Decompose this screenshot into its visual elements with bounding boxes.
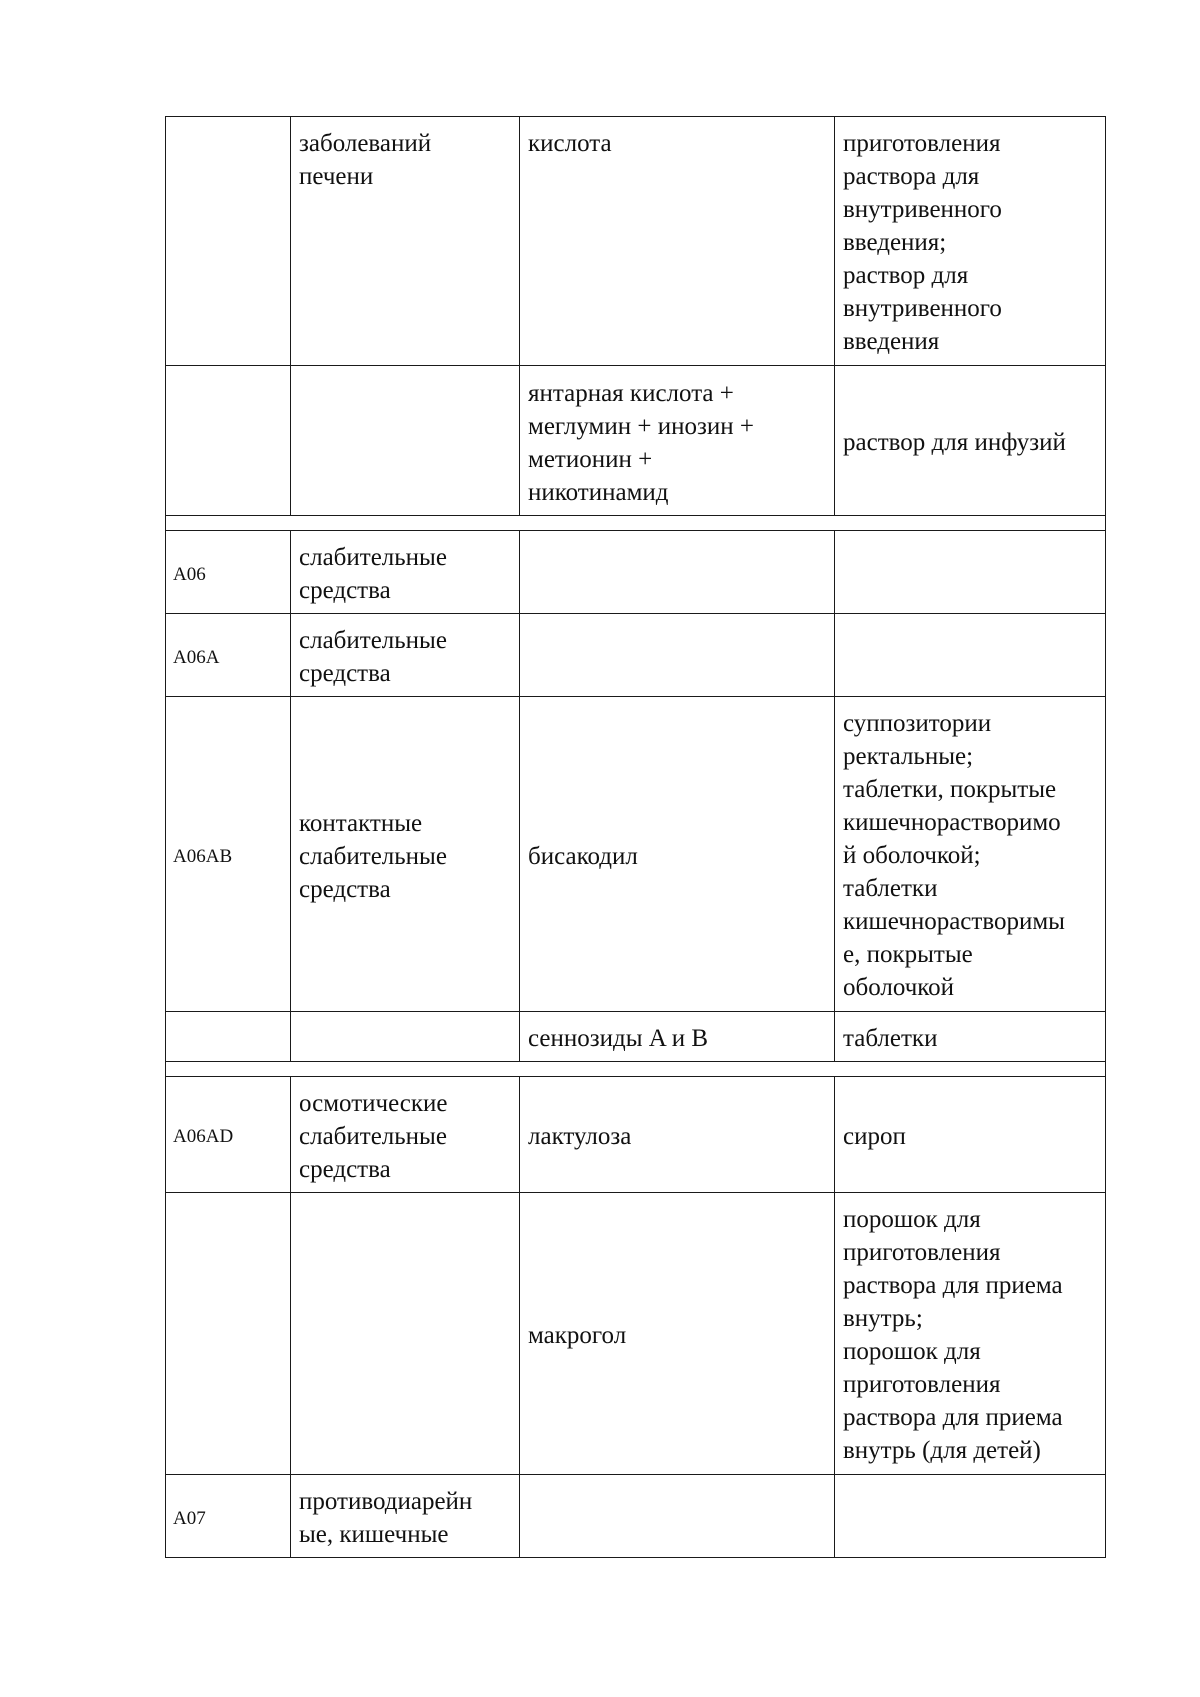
- atc-code-cell: A06A: [166, 614, 291, 697]
- group-name-cell: противодиарейн ые, кишечные: [291, 1475, 520, 1558]
- table-row: [166, 614, 1106, 697]
- group-name-cell: [291, 1193, 520, 1475]
- atc-code-cell: A06AB: [166, 697, 291, 1012]
- group-name-cell: [291, 1012, 520, 1062]
- drug-name-cell: сеннозиды A и B: [520, 1012, 835, 1062]
- table-row: [166, 531, 1106, 614]
- table-row: [166, 366, 1106, 516]
- dosage-form-cell: порошок для приготовления раствора для приема внутрь; порошок для приготовления раствора для приема внутрь (для детей): [835, 1193, 1106, 1475]
- section-separator: [166, 1062, 1106, 1077]
- atc-code-cell: A06: [166, 531, 291, 614]
- drug-name-cell: [520, 1475, 835, 1558]
- dosage-form-cell: приготовления раствора для внутривенного введения; раствор для внутривенного введения: [835, 117, 1106, 366]
- drug-name-cell: [520, 531, 835, 614]
- section-separator: [166, 516, 1106, 531]
- drug-name-cell: [520, 614, 835, 697]
- group-name-cell: заболеваний печени: [291, 117, 520, 366]
- table-row: [166, 1193, 1106, 1475]
- dosage-form-cell: [835, 1475, 1106, 1558]
- dosage-form-cell: сироп: [835, 1077, 1106, 1193]
- atc-code-cell: [166, 1012, 291, 1062]
- atc-code-cell: [166, 1193, 291, 1475]
- atc-code-cell: [166, 366, 291, 516]
- table-row: [166, 697, 1106, 1012]
- dosage-form-cell: раствор для инфузий: [835, 366, 1106, 516]
- group-name-cell: осмотические слабительные средства: [291, 1077, 520, 1193]
- group-name-cell: контактные слабительные средства: [291, 697, 520, 1012]
- group-name-cell: слабительные средства: [291, 531, 520, 614]
- dosage-form-cell: таблетки: [835, 1012, 1106, 1062]
- drug-name-cell: кислота: [520, 117, 835, 366]
- drug-name-cell: макрогол: [520, 1193, 835, 1475]
- table-row: [166, 1012, 1106, 1062]
- atc-code-cell: A06AD: [166, 1077, 291, 1193]
- drug-name-cell: лактулоза: [520, 1077, 835, 1193]
- group-name-cell: [291, 366, 520, 516]
- dosage-form-cell: суппозитории ректальные; таблетки, покрытые кишечнорастворимо й оболочкой; таблетки кишечнорастворимы е, покрытые оболочкой: [835, 697, 1106, 1012]
- table-row: [166, 117, 1106, 366]
- section-separator-row: [166, 1062, 1106, 1077]
- dosage-form-cell: [835, 614, 1106, 697]
- atc-code-cell: [166, 117, 291, 366]
- atc-code-cell: A07: [166, 1475, 291, 1558]
- dosage-form-cell: [835, 531, 1106, 614]
- group-name-cell: слабительные средства: [291, 614, 520, 697]
- drug-name-cell: бисакодил: [520, 697, 835, 1012]
- table-row: [166, 1475, 1106, 1558]
- drug-list-table: [165, 116, 1106, 1558]
- drug-name-cell: янтарная кислота + меглумин + инозин + метионин + никотинамид: [520, 366, 835, 516]
- section-separator-row: [166, 516, 1106, 531]
- table-row: [166, 1077, 1106, 1193]
